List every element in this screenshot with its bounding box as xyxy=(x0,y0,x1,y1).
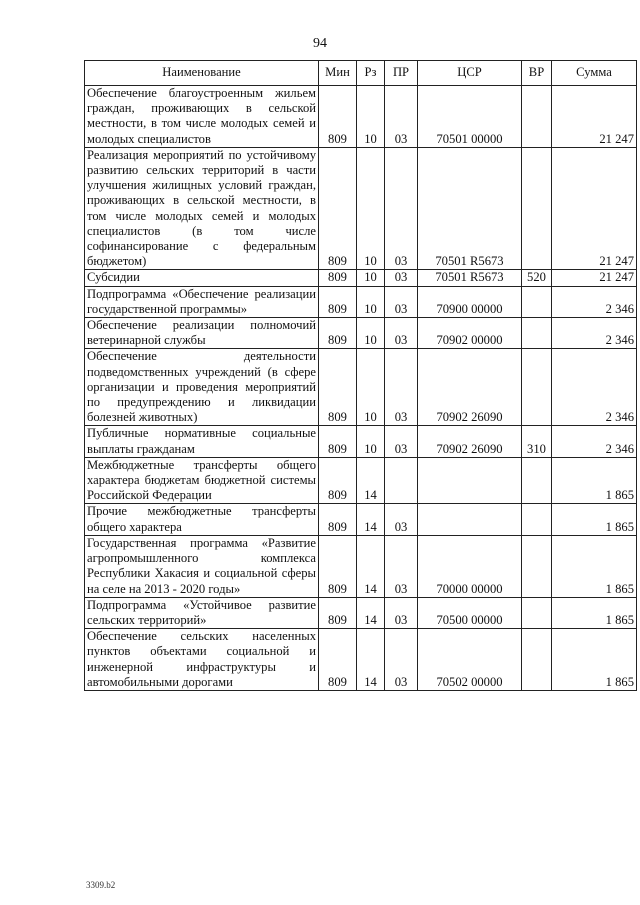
cell-sum: 2 346 xyxy=(552,286,637,317)
cell-vr xyxy=(522,86,552,148)
header-sum: Сумма xyxy=(552,61,637,86)
cell-csr xyxy=(418,504,522,535)
cell-csr: 70501 R5673 xyxy=(418,270,522,286)
cell-min: 809 xyxy=(319,426,357,457)
cell-name: Субсидии xyxy=(85,270,319,286)
cell-vr: 310 xyxy=(522,426,552,457)
cell-pr: 03 xyxy=(385,270,418,286)
cell-rz: 10 xyxy=(357,349,385,426)
footer-code: 3309.b2 xyxy=(86,880,116,890)
cell-rz: 14 xyxy=(357,597,385,628)
cell-csr: 70502 00000 xyxy=(418,629,522,691)
table-row xyxy=(85,457,637,504)
cell-vr xyxy=(522,504,552,535)
cell-pr: 03 xyxy=(385,147,418,270)
cell-name: Публичные нормативные социальные выплаты гражданам xyxy=(85,426,319,457)
cell-sum: 2 346 xyxy=(552,426,637,457)
cell-rz: 14 xyxy=(357,535,385,597)
cell-pr: 03 xyxy=(385,535,418,597)
header-csr: ЦСР xyxy=(418,61,522,86)
cell-sum: 1 865 xyxy=(552,504,637,535)
cell-name: Межбюджетные трансферты общего характера бюджетам бюджетной системы Российской Федерации xyxy=(85,457,319,504)
cell-name: Обеспечение благоустроенным жильем граждан, проживающих в сельской местности, в том числе молодых семей и молодых специалистов xyxy=(85,86,319,148)
cell-vr xyxy=(522,147,552,270)
cell-min: 809 xyxy=(319,457,357,504)
cell-sum: 21 247 xyxy=(552,147,637,270)
table-row xyxy=(85,270,637,286)
cell-pr: 03 xyxy=(385,349,418,426)
table-row xyxy=(85,597,637,628)
cell-csr: 70000 00000 xyxy=(418,535,522,597)
page-number: 94 xyxy=(313,36,327,51)
header-rz: Рз xyxy=(357,61,385,86)
cell-sum: 21 247 xyxy=(552,270,637,286)
cell-vr xyxy=(522,597,552,628)
cell-rz: 10 xyxy=(357,286,385,317)
cell-rz: 10 xyxy=(357,147,385,270)
table-header-row xyxy=(85,61,637,86)
cell-sum: 1 865 xyxy=(552,535,637,597)
cell-name: Обеспечение деятельности подведомственных учреждений (в сфере организации и проведения мероприятий по предупреждению и ликвидации болезней животных) xyxy=(85,349,319,426)
cell-min: 809 xyxy=(319,318,357,349)
cell-min: 809 xyxy=(319,504,357,535)
table-body xyxy=(85,86,637,691)
cell-min: 809 xyxy=(319,349,357,426)
cell-csr xyxy=(418,457,522,504)
cell-sum: 1 865 xyxy=(552,597,637,628)
header-name: Наименование xyxy=(85,61,319,86)
cell-pr: 03 xyxy=(385,318,418,349)
cell-sum: 2 346 xyxy=(552,318,637,349)
table-row xyxy=(85,286,637,317)
table-row xyxy=(85,147,637,270)
cell-min: 809 xyxy=(319,147,357,270)
table-row xyxy=(85,504,637,535)
cell-csr: 70501 R5673 xyxy=(418,147,522,270)
cell-name: Подпрограмма «Обеспечение реализации государственной программы» xyxy=(85,286,319,317)
cell-csr: 70902 26090 xyxy=(418,426,522,457)
cell-sum: 1 865 xyxy=(552,629,637,691)
cell-min: 809 xyxy=(319,629,357,691)
cell-vr: 520 xyxy=(522,270,552,286)
cell-sum: 2 346 xyxy=(552,349,637,426)
cell-csr: 70500 00000 xyxy=(418,597,522,628)
cell-vr xyxy=(522,535,552,597)
cell-sum: 21 247 xyxy=(552,86,637,148)
cell-csr: 70902 00000 xyxy=(418,318,522,349)
cell-name: Обеспечение сельских населенных пунктов объектами социальной и инженерной инфраструктуры и автомобильными дорогами xyxy=(85,629,319,691)
cell-vr xyxy=(522,349,552,426)
cell-csr: 70902 26090 xyxy=(418,349,522,426)
budget-table xyxy=(84,60,637,691)
cell-min: 809 xyxy=(319,270,357,286)
cell-vr xyxy=(522,457,552,504)
header-vr: ВР xyxy=(522,61,552,86)
cell-name: Подпрограмма «Устойчивое развитие сельских территорий» xyxy=(85,597,319,628)
cell-name: Реализация мероприятий по устойчивому развитию сельских территорий в части улучшения жилищных условий граждан, проживающих в сельской местности, в том числе молодых семей и молодых специалистов (в том числе софинансирование с федеральным бюджетом) xyxy=(85,147,319,270)
cell-min: 809 xyxy=(319,535,357,597)
cell-pr xyxy=(385,457,418,504)
cell-name: Прочие межбюджетные трансферты общего характера xyxy=(85,504,319,535)
cell-rz: 10 xyxy=(357,270,385,286)
cell-min: 809 xyxy=(319,597,357,628)
cell-rz: 10 xyxy=(357,86,385,148)
table-row xyxy=(85,535,637,597)
table-row xyxy=(85,629,637,691)
cell-name: Обеспечение реализации полномочий ветеринарной службы xyxy=(85,318,319,349)
header-min: Мин xyxy=(319,61,357,86)
cell-rz: 14 xyxy=(357,629,385,691)
cell-vr xyxy=(522,318,552,349)
cell-vr xyxy=(522,629,552,691)
cell-rz: 10 xyxy=(357,318,385,349)
cell-csr: 70501 00000 xyxy=(418,86,522,148)
cell-pr: 03 xyxy=(385,629,418,691)
cell-min: 809 xyxy=(319,286,357,317)
table-row xyxy=(85,426,637,457)
table-row xyxy=(85,349,637,426)
cell-pr: 03 xyxy=(385,286,418,317)
cell-rz: 14 xyxy=(357,504,385,535)
cell-pr: 03 xyxy=(385,86,418,148)
cell-min: 809 xyxy=(319,86,357,148)
cell-rz: 10 xyxy=(357,426,385,457)
cell-rz: 14 xyxy=(357,457,385,504)
cell-sum: 1 865 xyxy=(552,457,637,504)
table-row xyxy=(85,86,637,148)
cell-pr: 03 xyxy=(385,597,418,628)
cell-csr: 70900 00000 xyxy=(418,286,522,317)
cell-name: Государственная программа «Развитие агропромышленного комплекса Республики Хакасия и социальной сферы на селе на 2013 - 2020 годы» xyxy=(85,535,319,597)
cell-pr: 03 xyxy=(385,504,418,535)
cell-vr xyxy=(522,286,552,317)
header-pr: ПР xyxy=(385,61,418,86)
table-row xyxy=(85,318,637,349)
cell-pr: 03 xyxy=(385,426,418,457)
